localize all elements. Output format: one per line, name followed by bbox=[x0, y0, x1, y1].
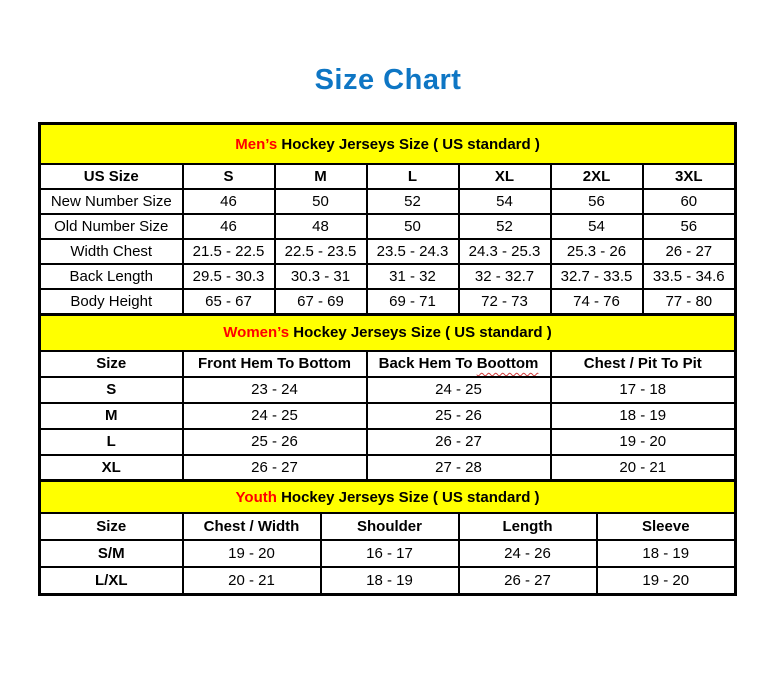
table-cell: 26 - 27 bbox=[367, 429, 551, 455]
mens-header-3xl: 3XL bbox=[643, 164, 736, 189]
youth-size-table bbox=[38, 479, 737, 596]
youth-header-length: Length bbox=[459, 513, 597, 540]
table-cell: 52 bbox=[367, 189, 459, 214]
table-cell: 74 - 76 bbox=[551, 289, 643, 314]
table-row-womens-xl bbox=[40, 455, 736, 481]
womens-size-table bbox=[38, 313, 737, 483]
table-cell: 26 - 27 bbox=[459, 567, 597, 594]
table-row-new-number-size bbox=[40, 189, 736, 214]
youth-header-sleeve: Sleeve bbox=[597, 513, 736, 540]
womens-header-front-hem: Front Hem To Bottom bbox=[183, 351, 367, 377]
womens-section-title bbox=[40, 314, 736, 351]
table-cell: 24.3 - 25.3 bbox=[459, 239, 551, 264]
youth-section-title bbox=[40, 481, 736, 514]
table-cell: 22.5 - 23.5 bbox=[275, 239, 367, 264]
table-cell: 18 - 19 bbox=[321, 567, 459, 594]
youth-header-row bbox=[40, 513, 736, 540]
table-cell: 60 bbox=[643, 189, 736, 214]
mens-header-row bbox=[40, 164, 736, 189]
mens-header-l: L bbox=[367, 164, 459, 189]
table-cell: 20 - 21 bbox=[551, 455, 736, 481]
womens-title-rest: Hockey Jerseys Size ( US standard ) bbox=[289, 324, 552, 341]
table-row-back-length bbox=[40, 264, 736, 289]
mens-header-xl: XL bbox=[459, 164, 551, 189]
table-cell: 30.3 - 31 bbox=[275, 264, 367, 289]
table-cell: 25.3 - 26 bbox=[551, 239, 643, 264]
youth-title-rest: Hockey Jerseys Size ( US standard ) bbox=[276, 488, 540, 506]
table-cell: 23.5 - 24.3 bbox=[367, 239, 459, 264]
table-cell: 26 - 27 bbox=[183, 455, 367, 481]
back-hem-prefix: Back Hem To bbox=[378, 355, 477, 372]
womens-band-row bbox=[40, 314, 736, 351]
mens-band-row bbox=[40, 124, 736, 165]
table-cell: 21.5 - 22.5 bbox=[183, 239, 275, 264]
table-cell: 33.5 - 34.6 bbox=[643, 264, 736, 289]
table-cell: 50 bbox=[275, 189, 367, 214]
youth-title-highlight: Youth bbox=[235, 488, 277, 506]
row-label: M bbox=[40, 403, 183, 429]
table-row-youth-lxl bbox=[40, 567, 736, 594]
table-cell: 77 - 80 bbox=[643, 289, 736, 314]
womens-header-chest-pit: Chest / Pit To Pit bbox=[551, 351, 736, 377]
table-cell: 23 - 24 bbox=[183, 377, 367, 403]
table-cell: 27 - 28 bbox=[367, 455, 551, 481]
row-label: XL bbox=[40, 455, 183, 481]
mens-title-highlight: Men’s bbox=[235, 135, 278, 153]
page-header bbox=[0, 0, 776, 122]
table-cell: 18 - 19 bbox=[597, 540, 736, 567]
row-label: L/XL bbox=[40, 567, 183, 594]
table-cell: 19 - 20 bbox=[183, 540, 321, 567]
table-cell: 17 - 18 bbox=[551, 377, 736, 403]
back-hem-misspelled-word: Boottom bbox=[476, 355, 539, 372]
table-cell: 18 - 19 bbox=[551, 403, 736, 429]
table-cell: 25 - 26 bbox=[367, 403, 551, 429]
youth-header-chest-width: Chest / Width bbox=[183, 513, 321, 540]
table-cell: 24 - 25 bbox=[367, 377, 551, 403]
table-cell: 56 bbox=[551, 189, 643, 214]
table-cell: 56 bbox=[643, 214, 736, 239]
row-label: Body Height bbox=[40, 289, 183, 314]
table-cell: 52 bbox=[459, 214, 551, 239]
mens-header-2xl: 2XL bbox=[551, 164, 643, 189]
table-row-youth-sm bbox=[40, 540, 736, 567]
mens-title-rest: Hockey Jerseys Size ( US standard ) bbox=[277, 135, 540, 153]
row-label: New Number Size bbox=[40, 189, 183, 214]
row-label: Back Length bbox=[40, 264, 183, 289]
table-cell: 24 - 25 bbox=[183, 403, 367, 429]
womens-header-back-hem bbox=[367, 351, 551, 377]
table-cell: 72 - 73 bbox=[459, 289, 551, 314]
table-cell: 32.7 - 33.5 bbox=[551, 264, 643, 289]
mens-header-m: M bbox=[275, 164, 367, 189]
table-cell: 26 - 27 bbox=[643, 239, 736, 264]
table-cell: 16 - 17 bbox=[321, 540, 459, 567]
womens-title-highlight: Women’s bbox=[223, 324, 290, 341]
table-cell: 65 - 67 bbox=[183, 289, 275, 314]
table-cell: 48 bbox=[275, 214, 367, 239]
row-label: L bbox=[40, 429, 183, 455]
table-row-womens-s bbox=[40, 377, 736, 403]
table-row-womens-l bbox=[40, 429, 736, 455]
table-row-body-height bbox=[40, 289, 736, 314]
mens-header-us-size: US Size bbox=[40, 164, 183, 189]
row-label: Old Number Size bbox=[40, 214, 183, 239]
table-cell: 54 bbox=[459, 189, 551, 214]
table-cell: 32 - 32.7 bbox=[459, 264, 551, 289]
table-cell: 19 - 20 bbox=[597, 567, 736, 594]
table-cell: 19 - 20 bbox=[551, 429, 736, 455]
womens-header-row bbox=[40, 351, 736, 377]
table-cell: 29.5 - 30.3 bbox=[183, 264, 275, 289]
youth-header-shoulder: Shoulder bbox=[321, 513, 459, 540]
table-cell: 67 - 69 bbox=[275, 289, 367, 314]
mens-header-s: S bbox=[183, 164, 275, 189]
youth-band-row bbox=[40, 481, 736, 514]
table-row-width-chest bbox=[40, 239, 736, 264]
mens-section-title bbox=[40, 124, 736, 165]
table-cell: 25 - 26 bbox=[183, 429, 367, 455]
table-cell: 69 - 71 bbox=[367, 289, 459, 314]
row-label: S bbox=[40, 377, 183, 403]
table-cell: 20 - 21 bbox=[183, 567, 321, 594]
womens-header-size: Size bbox=[40, 351, 183, 377]
table-cell: 24 - 26 bbox=[459, 540, 597, 567]
row-label: Width Chest bbox=[40, 239, 183, 264]
page-title: Size Chart bbox=[314, 64, 462, 96]
mens-size-table bbox=[38, 122, 737, 316]
table-cell: 46 bbox=[183, 189, 275, 214]
size-tables bbox=[38, 122, 734, 596]
table-cell: 50 bbox=[367, 214, 459, 239]
youth-header-size: Size bbox=[40, 513, 183, 540]
table-cell: 54 bbox=[551, 214, 643, 239]
table-cell: 46 bbox=[183, 214, 275, 239]
table-row-old-number-size bbox=[40, 214, 736, 239]
table-row-womens-m bbox=[40, 403, 736, 429]
row-label: S/M bbox=[40, 540, 183, 567]
table-cell: 31 - 32 bbox=[367, 264, 459, 289]
